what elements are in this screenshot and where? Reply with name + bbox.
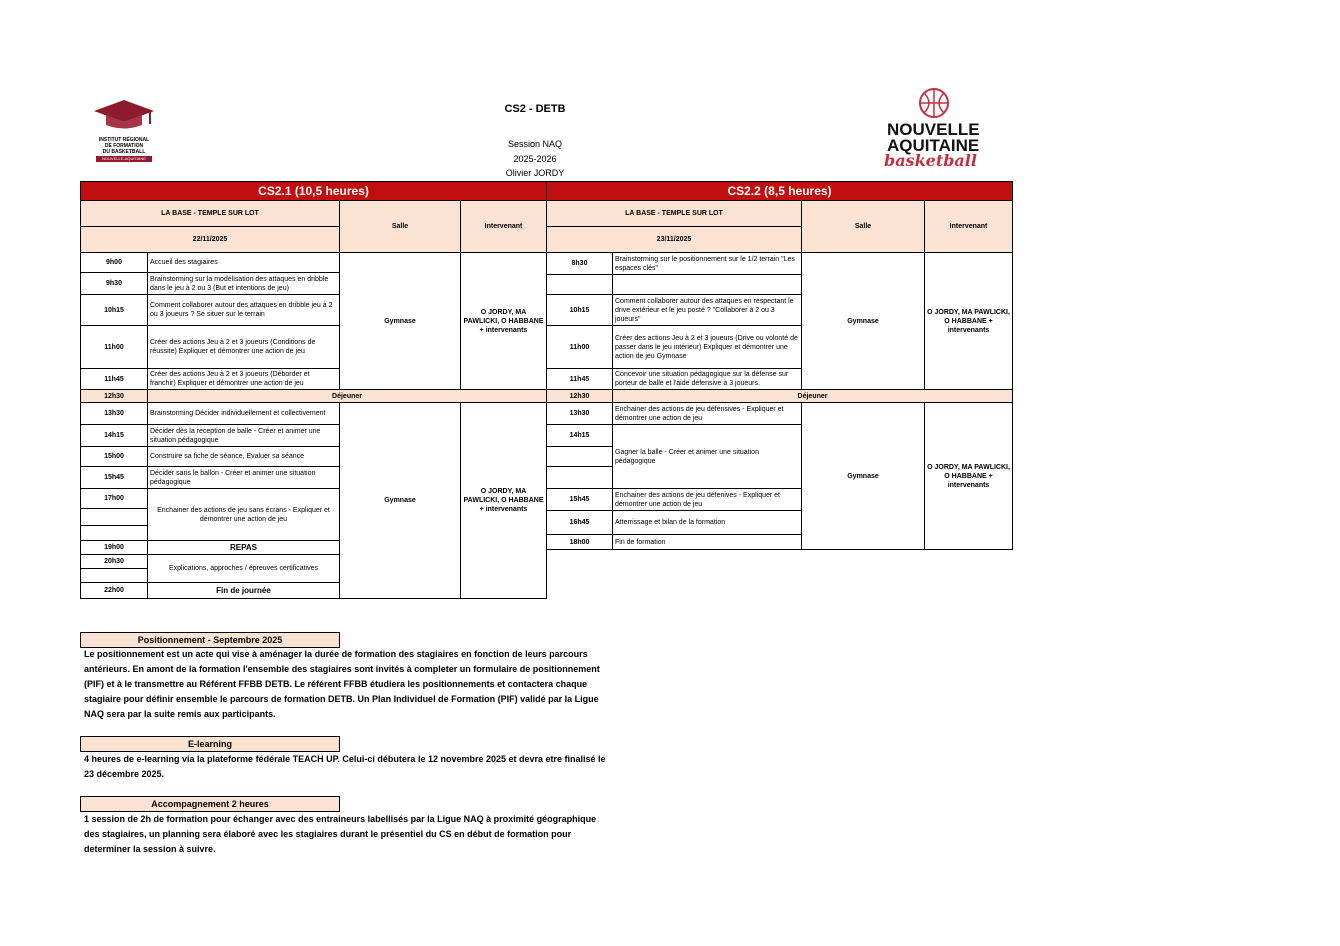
cs22-intervenant-afternoon: O JORDY, MA PAWLICKI, O HABBANE + intervenants <box>925 403 1013 550</box>
table-row-time: 8h30 <box>547 253 613 275</box>
table-row-time: 15h45 <box>81 467 148 489</box>
institut-line-3: DU BASKETBALL <box>102 149 146 155</box>
positionnement-text: Le positionnement est un acte qui vise à aménager la durée de formation des stagiaires en fonction de leurs parcours antérieurs. En amont de la formation l'ensemble des stagiaires sont invités à completer un formulaire de positionnement (PIF) et à le transmettre au Référent FFBB DETB. Le référent FFBB étudiera les positionnements et contactera chaque stagiaire pour définir ensemble le parcours de formation DETB. Un Plan Individuel de Formation (PIF) validé par la Ligue NAQ sera par la suite remis aux participants. <box>84 649 600 719</box>
season-label: 2025-2026 <box>513 154 557 164</box>
cs22-location: LA BASE - TEMPLE SUR LOT <box>547 201 802 227</box>
table-row-activity: Brainstorming sur la modélisation des attaques en dribble dans le jeu à 2 ou 3 (But et intentions de jeu) <box>148 273 340 295</box>
cs21-col-intervenant: Intervenant <box>461 201 547 253</box>
institut-band: NOUVELLE-AQUITAINE <box>96 156 152 162</box>
table-row-time: 11h45 <box>547 369 613 390</box>
cs22-col-intervenant: Intervenant <box>925 201 1013 253</box>
table-row-activity: Comment collaborer autour des attaques en respectant le drive extérieur et le jeu posté ? "Collaborer à 2 ou 3 joueurs" <box>613 295 802 326</box>
cs21-title: CS2.1 (10,5 heures) <box>81 182 547 201</box>
cs22-col-salle: Salle <box>802 201 925 253</box>
accompagnement-text: 1 session de 2h de formation pour échanger avec des entraineurs labellisés par la Ligue NAQ à proximité géographique des stagiaires, un planning sera élaboré avec les stagiaires durant le présentiel du CS en début de formation pour determiner la session à suivre. <box>84 814 597 854</box>
table-row-time: 12h30 <box>547 390 613 403</box>
table-row-time: 14h15 <box>81 425 148 447</box>
cs21-table <box>80 181 547 599</box>
table-row-activity: Gagner la balle - Créer et animer une situation pédagogique <box>613 425 802 489</box>
table-row-activity: Accueil des stagiaires <box>148 253 340 273</box>
table-row-time: 17h00 <box>81 489 148 509</box>
table-row-activity: Enchainer des actions de jeu défenives - Expliquer et démontrer une action de jeu <box>613 489 802 511</box>
logo-word-basketball: basketball <box>884 151 977 170</box>
table-row-activity: REPAS <box>148 541 340 555</box>
table-row-activity-empty <box>613 275 802 295</box>
table-row-time: 15h45 <box>547 489 613 511</box>
table-row-activity: Comment collaborer autour des attaques en dribble jeu à 2 ou 3 joueurs ? Se situer sur le terrain <box>148 295 340 326</box>
table-row-time: 9h00 <box>81 253 148 273</box>
cs22-salle-morning: Gymnase <box>802 253 925 390</box>
graduation-cap-icon <box>88 98 160 132</box>
cs21-salle-afternoon: Gymnase <box>340 403 461 599</box>
table-row-time: 19h00 <box>81 541 148 555</box>
cs22-date: 23/11/2025 <box>547 227 802 253</box>
table-row-time-empty <box>547 467 613 489</box>
table-row-activity: Enchainer des actions de jeu sans écrans - Expliquer et démontrer une action de jeu <box>148 489 340 541</box>
cs21-col-salle: Salle <box>340 201 461 253</box>
table-row-activity: Enchainer des actions de jeu défensives - Expliquer et démontrer une action de jeu <box>613 403 802 425</box>
table-row-activity: Explications, approches / épreuves certificatives <box>148 555 340 583</box>
table-row-time-empty <box>547 447 613 467</box>
table-row-time: 22h00 <box>81 583 148 599</box>
table-row-time: 18h00 <box>547 535 613 550</box>
table-row-activity: Concevoir une situation pédagogique sur la défense sur porteur de balle et l'aide défensive à 3 joueurs. <box>613 369 802 390</box>
cs22-table <box>546 181 1013 550</box>
session-label: Session NAQ <box>507 139 563 149</box>
table-row-activity: Atterrissage et bilan de la formation <box>613 511 802 535</box>
table-row-activity: Fin de journée <box>148 583 340 599</box>
cs21-date: 22/11/2025 <box>81 227 340 253</box>
table-row-time-empty <box>547 275 613 295</box>
table-row-time: 10h15 <box>81 295 148 326</box>
elearning-text: 4 heures de e-learning via la plateforme fédérale TEACH UP. Celui-ci débutera le 12 novembre 2025 et devra etre finalisé le 23 décembre 2025. <box>84 754 606 779</box>
institut-logo <box>88 98 160 164</box>
logo-word-nouvelle: NOUVELLE <box>887 120 980 139</box>
table-row-time-empty <box>81 569 148 583</box>
cs22-title: CS2.2 (8,5 heures) <box>547 182 1013 201</box>
table-row-time: 15h00 <box>81 447 148 467</box>
table-row-time: 11h45 <box>81 369 148 390</box>
cs21-salle-morning: Gymnase <box>340 253 461 390</box>
table-row-activity: Décider sans le ballon - Créer et animer une situation pédagogique <box>148 467 340 489</box>
lunch-label: Déjeuner <box>613 390 1013 403</box>
cs21-location: LA BASE - TEMPLE SUR LOT <box>81 201 340 227</box>
institut-line-2: DE FORMATION <box>104 143 144 149</box>
table-row-activity: Décider dès la reception de balle - Créer et animer une situation pédagogique <box>148 425 340 447</box>
cs22-intervenant-morning: O JORDY, MA PAWLICKI, O HABBANE + intervenants <box>925 253 1013 390</box>
table-row-time-empty <box>81 509 148 526</box>
table-row-time: 13h30 <box>547 403 613 425</box>
table-row-activity: Construire sa fiche de séance, Evaluer sa séance <box>148 447 340 467</box>
logo-word-aquitaine: AQUITAINE <box>887 136 980 155</box>
basketball-icon <box>914 86 954 120</box>
page-title: CS2 - DETB <box>504 103 566 115</box>
elearning-heading: E-learning <box>80 736 340 752</box>
table-row-activity: Brainstorming sur le positionnement sur le 1/2 terrain "Les espaces clés" <box>613 253 802 275</box>
institut-line-1: INSTITUT RÉGIONAL <box>98 137 150 143</box>
cs22-salle-afternoon: Gymnase <box>802 403 925 550</box>
table-row-time: 13h30 <box>81 403 148 425</box>
table-row-time: 9h30 <box>81 273 148 295</box>
table-row-time: 11h00 <box>81 326 148 369</box>
table-row-time: 14h15 <box>547 425 613 447</box>
author-label: Olivier JORDY <box>505 168 565 178</box>
nouvelle-aquitaine-logo <box>880 86 990 176</box>
positionnement-heading: Positionnement - Septembre 2025 <box>80 632 340 648</box>
cs21-intervenant-morning: O JORDY, MA PAWLICKI, O HABBANE + intervenants <box>461 253 547 390</box>
table-row-activity: Créer des actions Jeu à 2 et 3 joueurs (Drive ou volonté de passer dans le jeu intérieur) Expliquer et démontrer une action de jeu Gymnase <box>613 326 802 369</box>
table-row-time: 16h45 <box>547 511 613 535</box>
table-row-time: 11h00 <box>547 326 613 369</box>
table-row-activity: Créer des actions Jeu à 2 et 3 joueurs (Conditions de réussite) Expliquer et démontrer une action de jeu <box>148 326 340 369</box>
table-row-time: 12h30 <box>81 390 148 403</box>
accompagnement-heading: Accompagnement 2 heures <box>80 796 340 812</box>
table-row-time: 20h30 <box>81 555 148 569</box>
table-row-activity: Fin de formation <box>613 535 802 550</box>
table-row-time: 10h15 <box>547 295 613 326</box>
table-row-activity: Créer des actions Jeu à 2 et 3 joueurs (Déborder et franchir) Expliquer et démontrer une action de jeu <box>148 369 340 390</box>
table-row-activity: Brainstorming Décider individuellement et collectivement <box>148 403 340 425</box>
lunch-label: Déjeuner <box>148 390 547 403</box>
cs21-intervenant-afternoon: O JORDY, MA PAWLICKI, O HABBANE + intervenants <box>461 403 547 599</box>
table-row-time-empty <box>81 526 148 541</box>
